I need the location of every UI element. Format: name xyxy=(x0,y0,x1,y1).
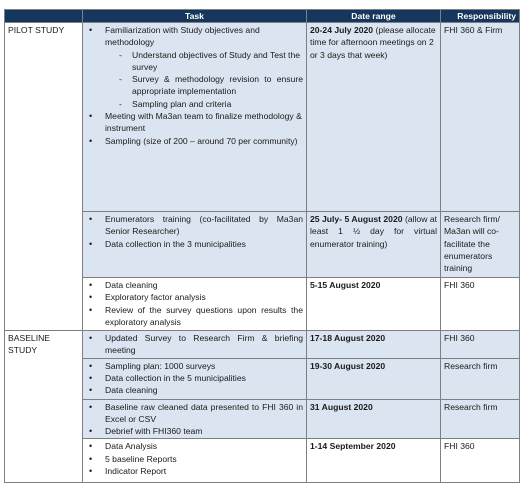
task-cell xyxy=(83,399,307,439)
date-range: 5-15 August 2020 xyxy=(310,280,381,290)
list-item: • 5 baseline Reports xyxy=(86,453,303,465)
table-row xyxy=(5,399,520,439)
list-item: • Exploratory factor analysis xyxy=(86,291,303,303)
list-item: • Updated Survey to Research Firm & briefing meeting xyxy=(86,332,303,357)
task-cell xyxy=(83,23,307,212)
task-cell xyxy=(83,278,307,331)
responsibility-cell xyxy=(441,358,520,399)
list-item: • Sampling (size of 200 – around 70 per community) xyxy=(86,135,303,147)
list-item: • Meeting with Ma3an team to finalize methodology & instrument xyxy=(86,110,303,135)
phase-label: BASELINE STUDY xyxy=(8,333,51,356)
task-list xyxy=(86,360,303,397)
list-item: • Data Analysis xyxy=(86,440,303,452)
timeline-table xyxy=(4,9,520,483)
task-list xyxy=(86,279,303,328)
task-list xyxy=(86,332,303,357)
task-list xyxy=(86,24,303,147)
date-note: (allow at least 1 ½ day for virtual enumerator training) xyxy=(310,214,438,249)
table-row xyxy=(5,331,520,359)
date-cell xyxy=(307,358,441,399)
table-row xyxy=(5,439,520,483)
list-item: • Data collection in the 3 municipalities xyxy=(86,238,303,250)
date-range: 17-18 August 2020 xyxy=(310,333,386,343)
list-subitem: - Sampling plan and criteria xyxy=(86,98,303,110)
date-cell xyxy=(307,212,441,278)
header-row xyxy=(5,10,520,23)
list-item: • Sampling plan: 1000 surveys xyxy=(86,360,303,372)
list-item: • Familiarization with Study objectives and methodology xyxy=(86,24,303,49)
responsibility: FHI 360 xyxy=(444,280,475,290)
list-subitem: - Understand objectives of Study and Test the survey xyxy=(86,49,303,74)
table-row xyxy=(5,278,520,331)
date-range: 19-30 August 2020 xyxy=(310,360,386,371)
phase-cell xyxy=(5,23,83,331)
list-item: • Review of the survey questions upon results the exploratory analysis xyxy=(86,304,303,329)
task-cell xyxy=(83,331,307,359)
date-cell xyxy=(307,278,441,331)
responsibility: FHI 360 & Firm xyxy=(444,25,503,35)
task-list xyxy=(86,440,303,477)
list-item: • Data cleaning xyxy=(86,384,303,396)
task-list xyxy=(86,213,303,250)
list-item: • Data collection in the 5 municipalities xyxy=(86,372,303,384)
task-cell xyxy=(83,212,307,278)
responsibility-cell xyxy=(441,331,520,359)
responsibility-cell xyxy=(441,212,520,278)
date-range: 31 August 2020 xyxy=(310,401,373,412)
date-cell xyxy=(307,23,441,212)
table-row xyxy=(5,358,520,399)
date-note: (please allocate time for afternoon meetings on 2 or 3 days that week) xyxy=(310,25,436,60)
task-cell xyxy=(83,439,307,483)
list-item: • Data cleaning xyxy=(86,279,303,291)
table-row xyxy=(5,23,520,212)
phase-cell xyxy=(5,331,83,483)
header-responsibility: Responsibility xyxy=(441,10,520,23)
responsibility-cell xyxy=(441,439,520,483)
responsibility: FHI 360 xyxy=(444,441,475,452)
list-item: • Baseline raw cleaned data presented to FHI 360 in Excel or CSV xyxy=(86,401,303,426)
responsibility: Research firm xyxy=(444,401,498,412)
date-range: 20-24 July 2020 xyxy=(310,25,374,35)
task-list xyxy=(86,401,303,438)
header-date-range: Date range xyxy=(307,10,441,23)
list-subitem: - Survey & methodology revision to ensure appropriate implementation xyxy=(86,73,303,98)
list-item: • Enumerators training (co-facilitated by Ma3an Senior Researcher) xyxy=(86,213,303,238)
header-task: Task xyxy=(83,10,307,23)
responsibility: FHI 360 xyxy=(444,333,475,343)
list-item: • Debrief with FHI360 team xyxy=(86,425,303,437)
responsibility-cell xyxy=(441,399,520,439)
table-row xyxy=(5,212,520,278)
task-cell xyxy=(83,358,307,399)
date-cell xyxy=(307,331,441,359)
date-range: 25 July- 5 August 2020 xyxy=(310,214,403,224)
responsibility-cell xyxy=(441,23,520,212)
date-range: 1-14 September 2020 xyxy=(310,441,396,452)
responsibility: Research firm xyxy=(444,360,498,371)
date-cell xyxy=(307,399,441,439)
list-item: • Indicator Report xyxy=(86,465,303,477)
date-cell xyxy=(307,439,441,483)
header-phase xyxy=(5,10,83,23)
responsibility: Research firm/ Ma3an will co-facilitate the enumerators training xyxy=(444,214,500,274)
responsibility-cell xyxy=(441,278,520,331)
phase-label: PILOT STUDY xyxy=(8,25,65,35)
